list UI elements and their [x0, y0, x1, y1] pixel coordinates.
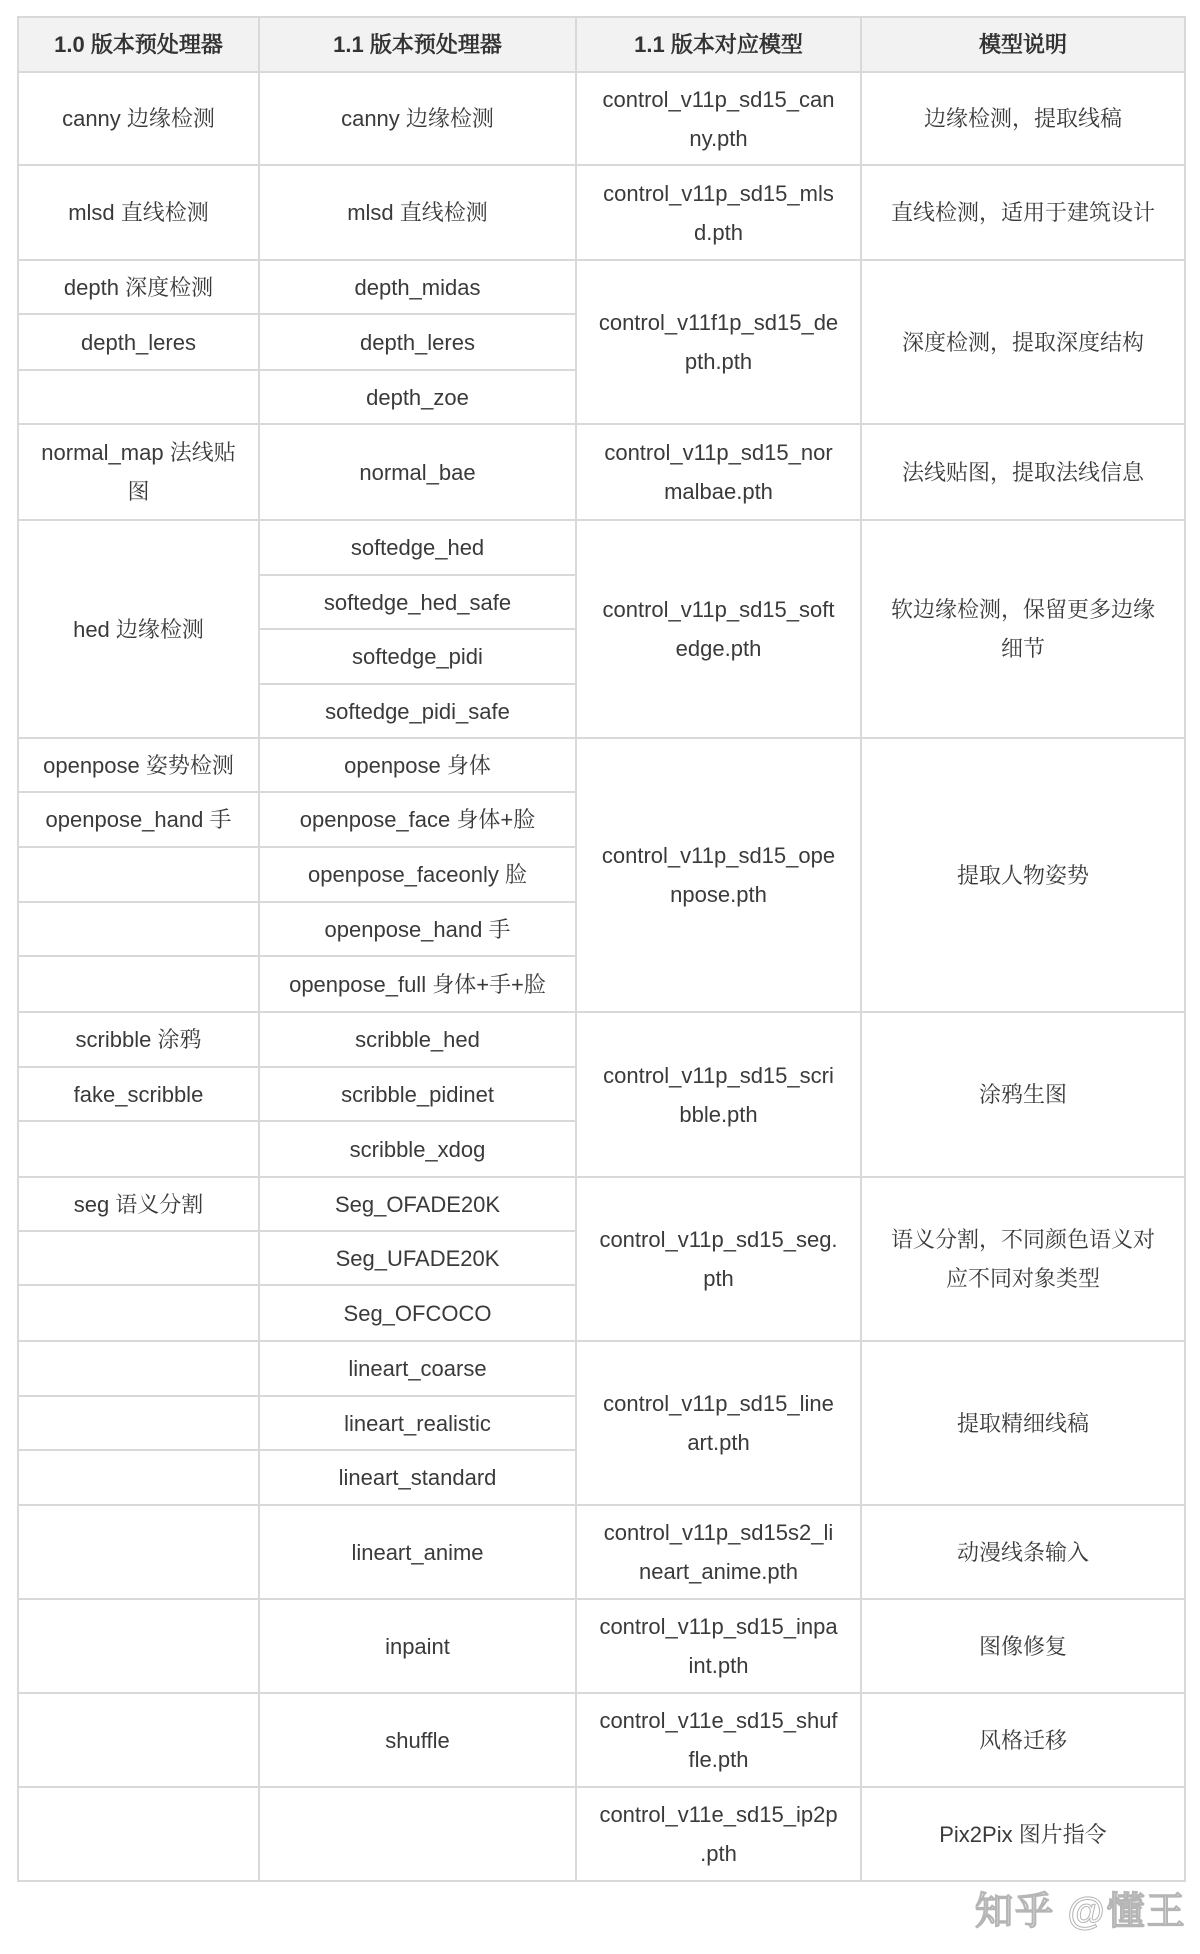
- header-model-description: 模型说明: [861, 17, 1185, 72]
- cell-v10-preprocessor: mlsd 直线检测: [18, 165, 259, 260]
- cell-model-description: [861, 1693, 1185, 1787]
- cell-v10-preprocessor: [18, 1121, 259, 1177]
- cell-model-description-line: 语义分割，不同颜色语义对: [890, 1227, 1155, 1252]
- cell-v11-preprocessor: [259, 1787, 576, 1881]
- cell-v10-preprocessor: fake_scribble: [18, 1067, 259, 1121]
- cell-v11-model-line: npose.pth: [670, 882, 767, 907]
- cell-v11-preprocessor: Seg_UFADE20K: [259, 1231, 576, 1285]
- cell-v11-preprocessor: Seg_OFCOCO: [259, 1285, 576, 1341]
- table-row: [18, 1599, 1185, 1693]
- table-row: [18, 1177, 1185, 1231]
- cell-v11-model-line: control_v11p_sd15_mls: [603, 180, 834, 206]
- cell-model-description-line: 涂鸦生图: [978, 1082, 1067, 1107]
- cell-v11-preprocessor: inpaint: [259, 1599, 576, 1693]
- cell-model-description-line: 图像修复: [978, 1633, 1067, 1659]
- cell-model-description-line: 风格迁移: [978, 1727, 1067, 1753]
- cell-v11-model-line: control_v11p_sd15_soft: [602, 597, 835, 622]
- cell-v11-model-line: control_v11f1p_sd15_de: [598, 310, 839, 335]
- cell-model-description: [861, 520, 1185, 738]
- cell-v11-model-line: malbae.pth: [664, 479, 773, 504]
- cell-v11-preprocessor: canny 边缘检测: [259, 72, 576, 165]
- cell-v10-preprocessor: [18, 1396, 259, 1450]
- cell-v11-preprocessor: Seg_OFADE20K: [259, 1177, 576, 1231]
- cell-v11-model: [576, 1505, 861, 1599]
- cell-v10-preprocessor: hed 边缘检测: [18, 520, 259, 738]
- cell-v11-model: [576, 520, 861, 738]
- cell-v10-preprocessor: [18, 1787, 259, 1881]
- header-v11-preprocessor: 1.1 版本预处理器: [259, 17, 576, 72]
- cell-model-description: [861, 1505, 1185, 1599]
- cell-v11-preprocessor: normal_bae: [259, 424, 576, 520]
- cell-v11-preprocessor: softedge_pidi: [259, 629, 576, 684]
- cell-v10-preprocessor: openpose_hand 手: [18, 792, 259, 847]
- cell-v11-preprocessor: depth_leres: [259, 314, 576, 370]
- cell-v11-model-line: int.pth: [688, 1653, 749, 1678]
- cell-v11-model-line: control_v11p_sd15_line: [603, 1391, 834, 1416]
- cell-model-description: [861, 1341, 1185, 1505]
- cell-model-description: [861, 424, 1185, 520]
- cell-v11-model-line: control_v11p_sd15_inpa: [599, 1614, 838, 1639]
- cell-v10-preprocessor: scribble 涂鸦: [18, 1012, 259, 1067]
- cell-v10-preprocessor: [18, 370, 259, 424]
- cell-model-description-line: 法线贴图，提取法线信息: [901, 459, 1144, 485]
- cell-v11-model: [576, 1012, 861, 1177]
- cell-v10-preprocessor: [18, 1450, 259, 1505]
- cell-model-description: [861, 1599, 1185, 1693]
- cell-v11-model-line: art.pth: [687, 1430, 750, 1455]
- table-row: [18, 165, 1185, 260]
- cell-model-description-line: Pix2Pix 图片指令: [939, 1821, 1107, 1847]
- cell-v10-preprocessor: [18, 1505, 259, 1599]
- cell-v11-preprocessor: depth_zoe: [259, 370, 576, 424]
- cell-v10-preprocessor: [18, 1231, 259, 1285]
- cell-model-description-line: 直线检测，适用于建筑设计: [890, 200, 1155, 225]
- watermark: 知乎 @懂王: [975, 1891, 1187, 1933]
- cell-v11-preprocessor: shuffle: [259, 1693, 576, 1787]
- cell-model-description-line: 边缘检测，提取线稿: [923, 106, 1122, 131]
- cell-v10-preprocessor: [18, 956, 259, 1012]
- table-row: [18, 1505, 1185, 1599]
- cell-model-description: [861, 1177, 1185, 1341]
- cell-v11-preprocessor: scribble_xdog: [259, 1121, 576, 1177]
- cell-model-description-line: 提取人物姿势: [956, 862, 1089, 888]
- cell-v11-preprocessor: lineart_standard: [259, 1450, 576, 1505]
- header-v11-model: 1.1 版本对应模型: [576, 17, 861, 72]
- cell-v11-preprocessor: lineart_realistic: [259, 1396, 576, 1450]
- cell-v10-preprocessor: seg 语义分割: [18, 1177, 259, 1231]
- cell-v11-model-line: control_v11p_sd15_nor: [604, 440, 833, 465]
- cell-model-description-line: 动漫线条输入: [956, 1539, 1089, 1565]
- table-row: [18, 1787, 1185, 1881]
- cell-v10-preprocessor: canny 边缘检测: [18, 72, 259, 165]
- cell-model-description: [861, 1012, 1185, 1177]
- table-row: [18, 1341, 1185, 1396]
- cell-v11-preprocessor: lineart_anime: [259, 1505, 576, 1599]
- cell-model-description-line: 细节: [1000, 636, 1045, 661]
- header-v10-preprocessor: 1.0 版本预处理器: [18, 17, 259, 72]
- cell-v11-preprocessor: softedge_pidi_safe: [259, 684, 576, 738]
- cell-v10-preprocessor: openpose 姿势检测: [18, 738, 259, 792]
- table-row: [18, 738, 1185, 792]
- table-body: [18, 72, 1185, 1881]
- cell-v11-preprocessor: mlsd 直线检测: [259, 165, 576, 260]
- table-row: [18, 520, 1185, 575]
- table-row: [18, 424, 1185, 520]
- cell-v11-model-line: pth: [703, 1266, 734, 1291]
- cell-v11-model: [576, 1599, 861, 1693]
- header-row: [18, 17, 1185, 72]
- cell-v10-preprocessor: [18, 902, 259, 956]
- table-row: [18, 260, 1185, 314]
- cell-v11-model: [576, 260, 861, 424]
- cell-v11-preprocessor: softedge_hed_safe: [259, 575, 576, 629]
- cell-v10-preprocessor: depth_leres: [18, 314, 259, 370]
- cell-v11-model-line: edge.pth: [675, 636, 762, 661]
- cell-v11-preprocessor: scribble_pidinet: [259, 1067, 576, 1121]
- cell-v11-model-line: d.pth: [694, 219, 743, 245]
- cell-model-description-line: 应不同对象类型: [945, 1266, 1100, 1291]
- cell-v11-preprocessor: depth_midas: [259, 260, 576, 314]
- cell-v11-preprocessor: openpose 身体: [259, 738, 576, 792]
- cell-v10-preprocessor: [18, 1341, 259, 1396]
- cell-model-description: [861, 165, 1185, 260]
- cell-model-description: [861, 260, 1185, 424]
- cell-model-description-line: 软边缘检测，保留更多边缘: [890, 597, 1155, 622]
- table-row: [18, 72, 1185, 165]
- cell-v11-model: [576, 424, 861, 520]
- cell-v10-preprocessor: [18, 1599, 259, 1693]
- cell-v11-preprocessor: openpose_hand 手: [259, 902, 576, 956]
- cell-v11-model-line: control_v11p_sd15_scri: [603, 1062, 834, 1088]
- cell-v11-model-line: control_v11e_sd15_ip2p: [599, 1802, 838, 1827]
- cell-v11-model-line: control_v11p_sd15_can: [602, 86, 835, 112]
- cell-v11-model-line: control_v11p_sd15_seg.: [599, 1227, 838, 1252]
- cell-model-description-line: 深度检测，提取深度结构: [901, 329, 1144, 355]
- cell-v10-preprocessor-line: normal_map 法线贴: [41, 440, 236, 465]
- cell-v11-model-line: fle.pth: [688, 1747, 749, 1772]
- cell-v11-model-line: bble.pth: [679, 1101, 758, 1127]
- table-row: [18, 1693, 1185, 1787]
- cell-v11-model: [576, 738, 861, 1012]
- cell-v11-model: [576, 1787, 861, 1881]
- table-row: [18, 1012, 1185, 1067]
- cell-v11-preprocessor: openpose_faceonly 脸: [259, 847, 576, 902]
- cell-v10-preprocessor: [18, 847, 259, 902]
- cell-v11-model-line: neart_anime.pth: [639, 1559, 798, 1584]
- cell-v11-model-line: control_v11p_sd15s2_li: [603, 1520, 834, 1545]
- cell-v11-model: [576, 165, 861, 260]
- cell-v11-model-line: .pth: [700, 1841, 737, 1866]
- cell-v11-preprocessor: openpose_full 身体+手+脸: [259, 956, 576, 1012]
- cell-v10-preprocessor: [18, 1285, 259, 1341]
- cell-v11-model: [576, 1341, 861, 1505]
- cell-v11-model: [576, 1177, 861, 1341]
- cell-v10-preprocessor: [18, 1693, 259, 1787]
- cell-v11-model-line: control_v11p_sd15_ope: [601, 843, 836, 868]
- cell-v11-preprocessor: scribble_hed: [259, 1012, 576, 1067]
- cell-v11-model-line: ny.pth: [689, 125, 748, 151]
- cell-v10-preprocessor: depth 深度检测: [18, 260, 259, 314]
- cell-model-description: [861, 1787, 1185, 1881]
- cell-v11-preprocessor: lineart_coarse: [259, 1341, 576, 1396]
- cell-v10-preprocessor: [18, 424, 259, 520]
- cell-v11-preprocessor: softedge_hed: [259, 520, 576, 575]
- cell-model-description-line: 提取精细线稿: [956, 1410, 1089, 1436]
- cell-v11-model-line: control_v11e_sd15_shuf: [599, 1708, 838, 1733]
- controlnet-preprocessor-table: [17, 16, 1186, 1882]
- cell-v11-model-line: pth.pth: [684, 349, 753, 374]
- cell-v11-preprocessor: openpose_face 身体+脸: [259, 792, 576, 847]
- cell-v10-preprocessor-line: 图: [127, 479, 150, 504]
- cell-model-description: [861, 72, 1185, 165]
- cell-model-description: [861, 738, 1185, 1012]
- cell-v11-model: [576, 1693, 861, 1787]
- cell-v11-model: [576, 72, 861, 165]
